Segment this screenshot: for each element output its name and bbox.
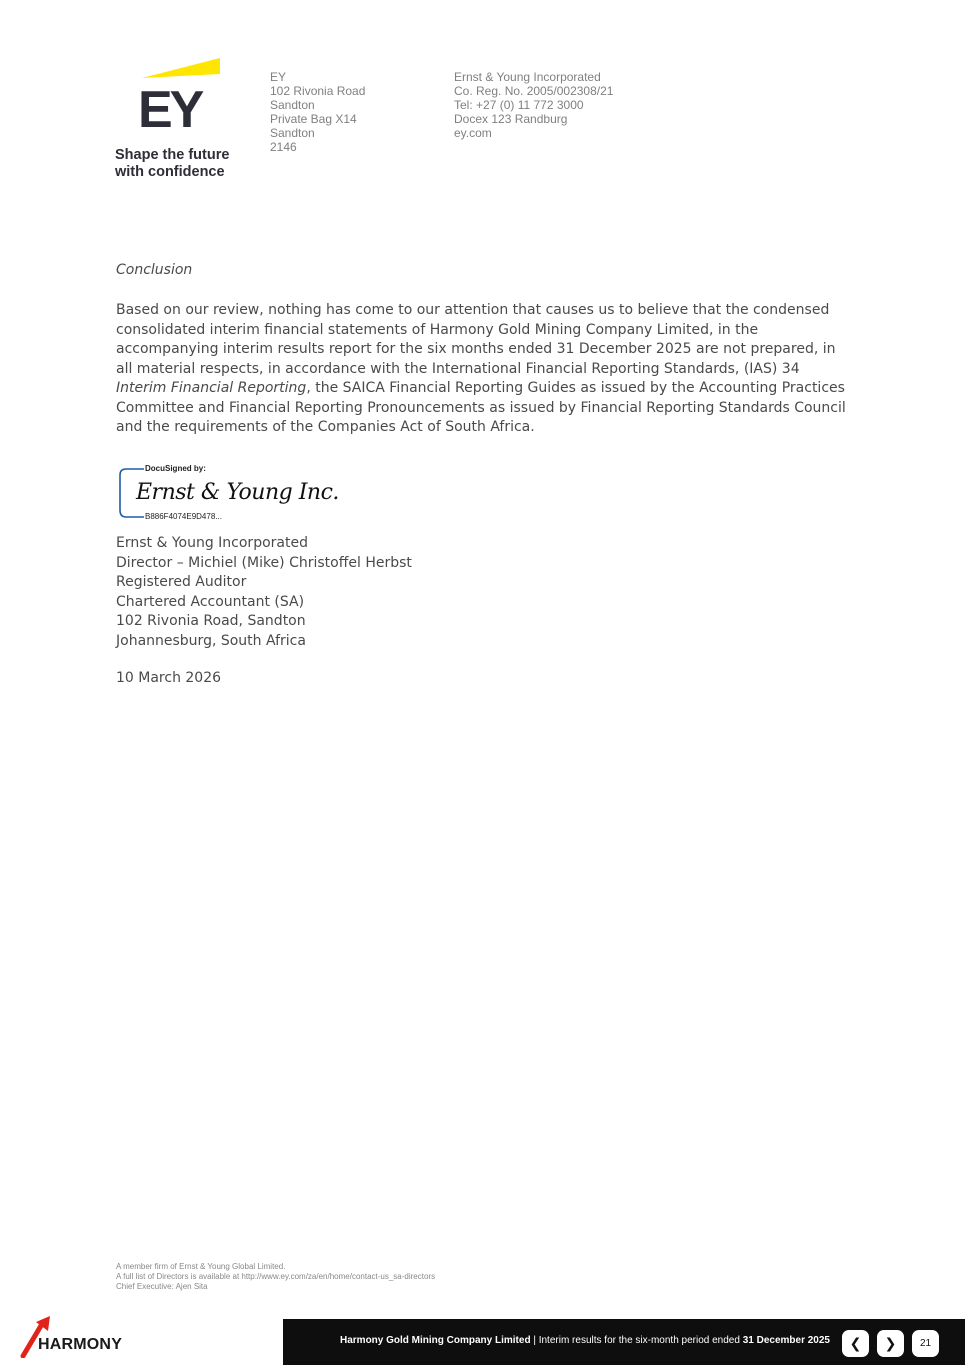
address-line: 2146 [270, 139, 297, 154]
footer-separator: | [530, 1335, 539, 1346]
signatory-block [116, 534, 412, 651]
signatory-line: Ernst & Young Incorporated [116, 535, 308, 551]
registration-line: Co. Reg. No. 2005/002308/21 [454, 83, 614, 98]
docusign-id: B886F4074E9D478... [145, 512, 222, 521]
address-line: Private Bag X14 [270, 111, 357, 126]
legal-line: Chief Executive: Ajen Sita [116, 1282, 208, 1291]
ey-registration-block [454, 71, 613, 141]
ey-tagline-line1: Shape the future [115, 147, 230, 163]
previous-page-button[interactable] [842, 1330, 869, 1357]
legal-line: A member firm of Ernst & Young Global Limited. [116, 1262, 286, 1271]
address-line: 102 Rivonia Road [270, 83, 366, 98]
footer-company: Harmony Gold Mining Company Limited [340, 1335, 531, 1346]
signing-date: 10 March 2026 [116, 670, 222, 686]
report-footer-bar [283, 1319, 965, 1365]
next-page-button[interactable] [877, 1330, 904, 1357]
signatory-line: Director – Michiel (Mike) Christoffel Herbst [116, 554, 412, 571]
chevron-left-icon: ❮ [849, 1335, 862, 1352]
ey-address-block [270, 71, 365, 154]
registration-line: ey.com [454, 125, 492, 140]
registration-line: Tel: +27 (0) 11 772 3000 [454, 97, 584, 112]
signatory-line: Chartered Accountant (SA) [116, 593, 305, 610]
signatory-line: 102 Rivonia Road, Sandton [116, 613, 306, 629]
ey-yellow-beam-icon [142, 56, 220, 78]
ey-logo [112, 54, 242, 184]
address-line: Sandton [270, 125, 315, 140]
conclusion-text: Based on our review, nothing has come to our attention that causes us to believe that the condensed consolidated interim financial statements of Harmony Gold Mining Company Limited, in the accompanying interim results report for the six months ended 31 December 2025 are not prepared, in all material respects, in accordance with the International Financial Reporting Standards, (IAS) 34 [116, 302, 836, 377]
conclusion-heading: Conclusion [116, 262, 193, 278]
signatory-line: Johannesburg, South Africa [116, 632, 306, 649]
conclusion-paragraph [116, 301, 846, 438]
ey-tagline-line2: with confidence [115, 164, 225, 180]
footer-period: Interim results for the six-month period ended [538, 1335, 743, 1346]
harmony-wordmark: HARMONY [38, 1336, 123, 1353]
registration-line: Docex 123 Randburg [454, 111, 568, 126]
docusign-signature [116, 462, 339, 524]
registration-line: Ernst & Young Incorporated [454, 70, 601, 84]
conclusion-standard-title: Interim Financial Reporting [116, 380, 307, 396]
ey-legal-footer [116, 1262, 435, 1292]
legal-line: A full list of Directors is available at http://www.ey.com/za/en/home/contact-us_sa-directors [116, 1272, 436, 1281]
handwritten-signature: Ernst & Young Inc. [136, 480, 339, 505]
footer-period-date: 31 December 2025 [742, 1335, 830, 1346]
address-line: EY [270, 70, 287, 84]
page-number: 21 [912, 1330, 939, 1357]
ey-logo-letters: EY [138, 81, 202, 139]
harmony-logo [20, 1316, 150, 1358]
ey-tagline [115, 147, 229, 181]
chevron-right-icon: ❯ [884, 1335, 897, 1352]
conclusion-text: , the SAICA Financial Reporting Guides as issued by the Accounting Practices Committee and Financial Reporting Pronouncements as issued by Financial Reporting Standards Council and the requirements of the Companies Act of South Africa. [116, 380, 846, 435]
docusign-label: DocuSigned by: [145, 464, 206, 473]
signatory-line: Registered Auditor [116, 574, 247, 590]
footer-caption [340, 1335, 830, 1346]
address-line: Sandton [270, 97, 315, 112]
